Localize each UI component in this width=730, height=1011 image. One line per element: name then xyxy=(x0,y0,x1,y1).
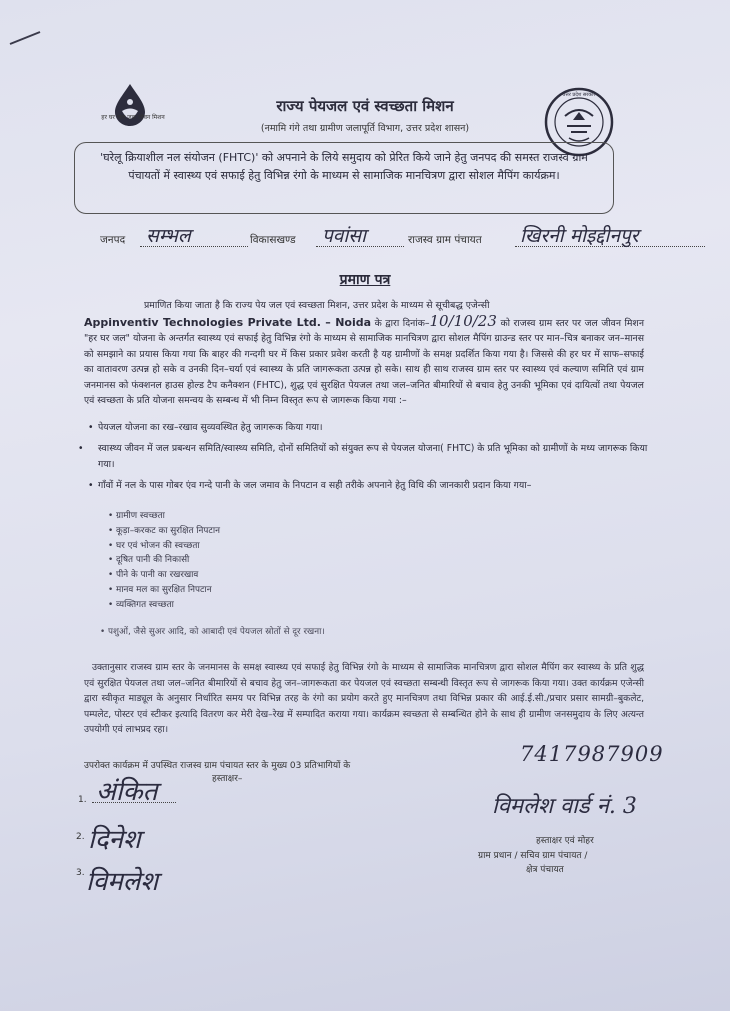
animals-line: • पशुओं, जैसे सुअर आदि, को आबादी एवं पेयजल स्रोतों से दूर रखना। xyxy=(100,627,325,637)
signature-line xyxy=(92,802,176,803)
bullet-item: • स्वास्थ्य जीवन में जल प्रबन्धन समिति/स्वास्थ्य समिति, दोनों समितियों को संयुक्त रूप से पेयजल योजना( FHTC) के प्रति भूमिका को ग्रामीणों के मध्य जागरूक किया गया। xyxy=(78,443,648,470)
para1-body: को राजस्व ग्राम स्तर पर जल जीवन मिशन "हर घर जल" योजना के अन्तर्गत स्वास्थ्य एवं सफाई हेतु विभिन्न रंगो के माध्यम से सामाजिक मानचित्रण द्वारा सोशल मैपिंग ग्राउन्ड स्तर पर मान–चित्र बनाकर जन–मानस को समझाने का प्रयास किया गया कि बाहर की गन्दगी घर में किस प्रकार प्रवेश करती है यह ग्रामीणों के समक्ष प्रदर्शित किया गया है। जिससे की हर घर में साफ–सफाई का वातावरण उत्पन्न हो सके व उनकी दिन–चर्या एवं स्वास्थ्य के प्रति जागरूकता उत्पन्न हो सके। साथ ही साथ राजस्व ग्राम स्तर पर स्वास्थ्य एवं कल्याण समिति एवं ग्राम जनमानस को फंक्शनल हाउस होल्ड टैप कनैक्शन (FHTC), शुद्ध एवं सुरक्षित पेयजल तथा जल–जनित बीमारियों से बचाव हेतु उनकी भूमिका एवं दायित्वों तथा पेयजल एवं स्वच्छता के प्रति योजना समन्वय के सम्बन्ध में भी निम्न विस्तृत रूप से जागरूक किया गया :– xyxy=(84,317,644,406)
list-item: • ग्रामीण स्वच्छता xyxy=(108,509,220,524)
participant-number: 3. xyxy=(76,868,85,878)
program-banner: 'घरेलू क्रियाशील नल संयोजन (FHTC)' को अपनाने के लिये समुदाय को प्रेरित किये जाने हेतु जनपद की समस्त राजस्व ग्राम पंचायतों में स्वास्थ्य एवं सफाई हेतु विभिन्न रंगो के माध्यम से सामाजिक मानचित्रण द्वारा सोशल मैपिंग कार्यक्रम। xyxy=(74,142,614,214)
list-item: • पीने के पानी का रखरखाव xyxy=(108,568,220,583)
district-value: सम्भल xyxy=(146,225,191,247)
block-value: पवांसा xyxy=(322,225,367,247)
bullet-item: • गाँवों में नल के पास गोबर एंव गन्दे पानी के जल जमाव के निपटान व सही तरीके अपनाने हेतु विधि की जानकारी प्रदान किया गया– xyxy=(88,480,532,491)
bullet-item: • पेयजल योजना का रख–रखाव सुव्यवस्थित हेतु जागरूक किया गया। xyxy=(88,422,323,433)
list-item: • दूषित पानी की निकासी xyxy=(108,553,220,568)
certificate-heading: प्रमाण पत्र xyxy=(339,272,391,288)
seal-label: हस्ताक्षर एवं मोहर xyxy=(536,836,594,846)
district-label: जनपद xyxy=(100,234,126,246)
participant-signature: विमलेश xyxy=(86,867,159,897)
page-subtitle: (नमामि गंगे तथा ग्रामीण जलापूर्ति विभाग, उत्तर प्रदेश शासन) xyxy=(260,123,470,134)
company-name: Appinventiv Technologies Private Ltd. – Noida xyxy=(84,315,372,329)
phone-number: 7417987909 xyxy=(520,742,664,766)
list-item: • व्यक्तिगत स्वच्छता xyxy=(108,598,220,613)
page-title: राज्य पेयजल एवं स्वच्छता मिशन xyxy=(276,97,454,115)
pen-mark xyxy=(8,28,44,48)
participants-note: उपरोक्त कार्यक्रम में उपस्थित राजस्व ग्राम पंचायत स्तर के मुख्य 03 प्रतिभागियों के xyxy=(84,761,351,771)
list-item: • घर एवं भोजन की स्वच्छता xyxy=(108,539,220,554)
village-label: राजस्व ग्राम पंचायत xyxy=(408,234,482,246)
participant-signature: दिनेश xyxy=(88,825,141,855)
participant-number: 2. xyxy=(76,832,85,842)
block-label: विकासखण्ड xyxy=(250,234,296,246)
summary-paragraph: उक्तानुसार राजस्व ग्राम स्तर के जनमानस के समक्ष स्वास्थ्य एवं सफाई हेतु विभिन्न रंगो के माध्यम से सामाजिक मानचित्रण द्वारा सोशल मैपिंग कर स्वास्थ्य के प्रति शुद्ध एवं सुरक्षित पेयजल तथा जल–जनित बीमारियों से बचाव हेतु जन–जागरूकता कर पेयजल एवं स्वच्छता सम्बन्धी विस्तृत रूप से जागरूक किया गया। उक्त कार्यक्रम एजेन्सी द्वारा स्वीकृत माड्यूल के अनुसार निर्धारित समय पर विभिन्न तरह के रंगो का प्रयोग करते हुए मानचित्रण तथा विभिन्न प्रकार की आई.ई.सी./प्रचार प्रसार सामग्री–बुकलेट, पम्पलेट, पोस्टर एवं स्टीकर इत्यादि वितरण कर मेरी देख–रेख में सम्पादित कराया गया। कार्यक्रम स्वच्छता से सम्बन्धित होने के साथ ही ग्रामीण जनसमुदाय के लिए अत्यन्त उपयोगी एवं लाभप्रद रहा। xyxy=(84,662,644,735)
role-line: क्षेत्र पंचायत xyxy=(526,865,564,875)
participant-number: 1. xyxy=(78,795,87,805)
participants-sign-label: हस्ताक्षर– xyxy=(212,774,243,784)
para1-date-prefix: के द्वारा दिनांक xyxy=(374,317,425,329)
certificate-paragraph: प्रमाणित किया जाता है कि राज्य पेय जल एवं स्वच्छता मिशन, उत्तर प्रदेश के माध्यम से सूचीबद्ध एजेन्सी Appinventiv Technologies Private Ltd. – Noida के द्वारा दिनांक–10/10/23 को राजस्व ग्राम स्तर पर जल जीवन मिशन "हर घर जल" योजना के अन्तर्गत स्वास्थ्य एवं सफाई हेतु विभिन्न रंगो के माध्यम से सामाजिक मानचित्रण द्वारा सोशल मैपिंग ग्राउन्ड स्तर पर मान–चित्र बनाकर जन–मानस को समझाने का प्रयास किया गया कि बाहर की गन्दगी घर में किस प्रकार प्रवेश करती है यह ग्रामीणों के समक्ष प्रदर्शित किया गया है। जिससे की हर घर में साफ–सफाई का वातावरण उत्पन्न हो सके व उनकी दिन–चर्या एवं स्वास्थ्य के प्रति जागरूकता उत्पन्न हो सके। साथ ही साथ राजस्व ग्राम स्तर पर स्वास्थ्य एवं कल्याण समिति एवं ग्राम जनमानस को फंक्शनल हाउस होल्ड टैप कनैक्शन (FHTC), शुद्ध एवं सुरक्षित पेयजल तथा जल–जनित बीमारियों से बचाव हेतु उनकी भूमिका एवं दायित्वों तथा पेयजल एवं स्वच्छता के प्रति योजना समन्वय के सम्बन्ध में भी निम्न विस्तृत रूप से जागरूक किया गया :– xyxy=(84,300,644,406)
sanitation-topics-list xyxy=(108,509,220,613)
participant-signature: अंकित xyxy=(96,777,158,807)
role-line: ग्राम प्रधान / सचिव ग्राम पंचायत / xyxy=(478,851,588,861)
para1-intro: प्रमाणित किया जाता है कि राज्य पेय जल एवं स्वच्छता मिशन, उत्तर प्रदेश के माध्यम से सूचीबद्ध एजेन्सी xyxy=(144,300,490,311)
list-item: • मानव मल का सुरक्षित निपटान xyxy=(108,583,220,598)
program-date: 10/10/23 xyxy=(429,311,497,330)
village-value: खिरनी मोइद्दीनपुर xyxy=(520,225,639,247)
right-logo-text: उत्तर प्रदेश सरकार xyxy=(562,92,596,98)
pradhan-signature: विमलेश वार्ड नं. 3 xyxy=(492,794,637,819)
left-logo-text: हर घर जल जल जीवन मिशन xyxy=(101,114,165,121)
list-item: • कूड़ा–करकट का सुरक्षित निपटान xyxy=(108,524,220,539)
